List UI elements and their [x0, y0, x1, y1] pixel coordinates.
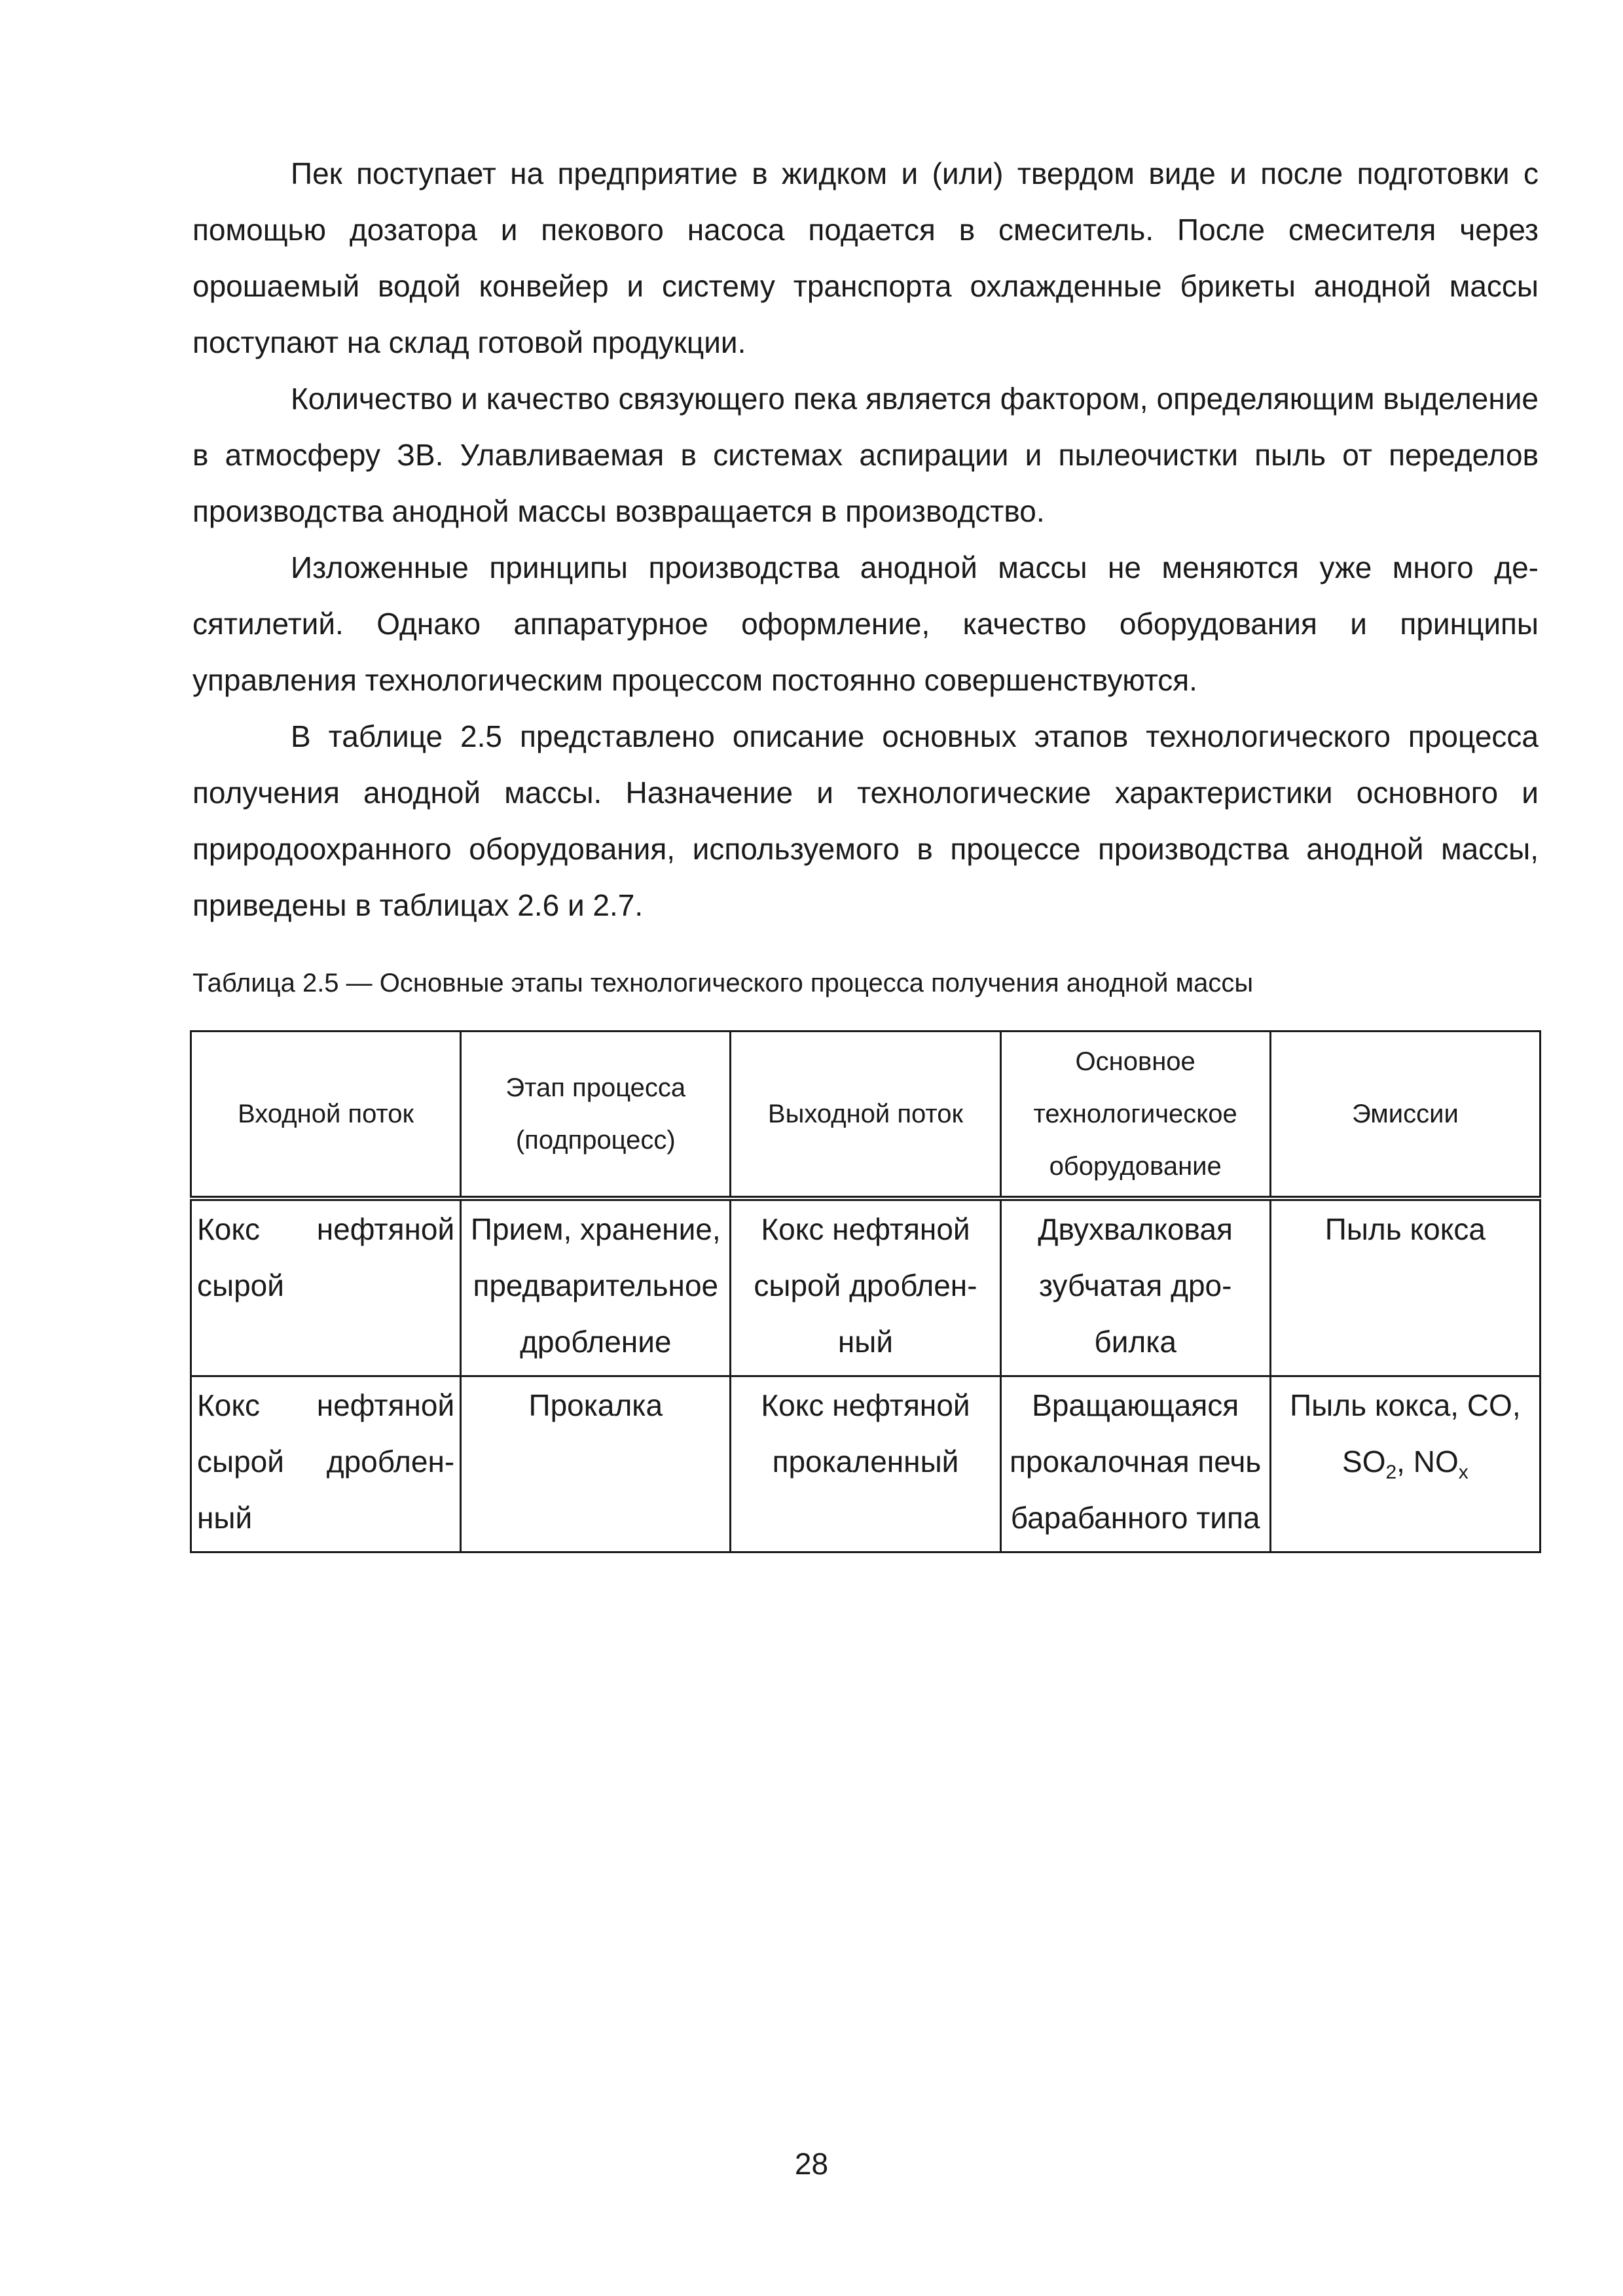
cell-output-flow: Кокс нефтяной сырой дробленный [731, 1198, 1000, 1376]
cell-input-flow: Кокс нефтяной сырой [191, 1198, 461, 1376]
emissions-text: , NO [1396, 1444, 1459, 1479]
cell-main-equipment: Вращающаяся прокалочная печь барабанного типа [1000, 1376, 1270, 1552]
header-emissions: Эмиссии [1270, 1031, 1540, 1199]
page-content [192, 145, 1539, 1535]
paragraph-pitch-supply: Пек поступает на предприятие в жидком и (или) твердом виде и после подготовки с помощью дозатора и пекового насоса подается в смеситель. После смесителя через орошаемый водой конвейер и систему транспорта охлажденные брикеты анодной массы поступают на склад готовой продукции. [192, 156, 1539, 359]
subscript-2: 2 [1385, 1462, 1397, 1483]
paragraph-production-principles: Изложенные принципы производства анодной массы не меняются уже много десятилетий. Однако аппаратурное оформление, качество оборудования и принципы управления технологическим процессом постоянно совершенствуются. [192, 550, 1539, 697]
cell-main-equipment: Двухвалковая зубчатая дробилка [1000, 1198, 1270, 1376]
cell-emissions: Пыль кокса [1270, 1198, 1540, 1376]
cell-output-flow: Кокс нефтяной прокаленный [731, 1376, 1000, 1552]
cell-process-stage: Прием, хранение, предварительное дробление [461, 1198, 731, 1376]
cell-input-flow: Кокс нефтяной сырой дробленный [191, 1376, 461, 1552]
table-row [191, 1376, 1541, 1552]
paragraph-binder-quality: Количество и качество связующего пека является фактором, определяющим выделение в атмосферу ЗВ. Улавливаемая в системах аспирации и пылеочистки пыль от переделов производства анодной массы возвращается в производство. [192, 382, 1539, 528]
emissions-text: Пыль кокса, CO, SO [1290, 1388, 1521, 1479]
table-row [191, 1198, 1541, 1376]
paragraph-table-reference: В таблице 2.5 представлено описание основных этапов технологического процесса получения анодной массы. Назначение и технологические характеристики основного и природоохранного оборудования, используемого в процессе производства анодной массы, приведены в таблицах 2.6 и 2.7. [192, 719, 1539, 922]
header-main-equipment: Основное технологическое оборудование [1000, 1031, 1270, 1199]
header-output-flow: Выходной поток [731, 1031, 1000, 1199]
cell-process-stage: Прокалка [461, 1376, 731, 1552]
page-number: 28 [794, 2147, 829, 2181]
subscript-x: x [1458, 1462, 1468, 1483]
cell-emissions [1270, 1376, 1540, 1552]
table-header-row [191, 1031, 1541, 1199]
header-process-stage: Этап процесса (подпроцесс) [461, 1031, 731, 1199]
process-stages-table [190, 1030, 1541, 1553]
header-input-flow: Входной поток [191, 1031, 461, 1199]
table-caption: Таблица 2.5 — Основные этапы технологического процесса получения анодной массы [192, 969, 1254, 997]
